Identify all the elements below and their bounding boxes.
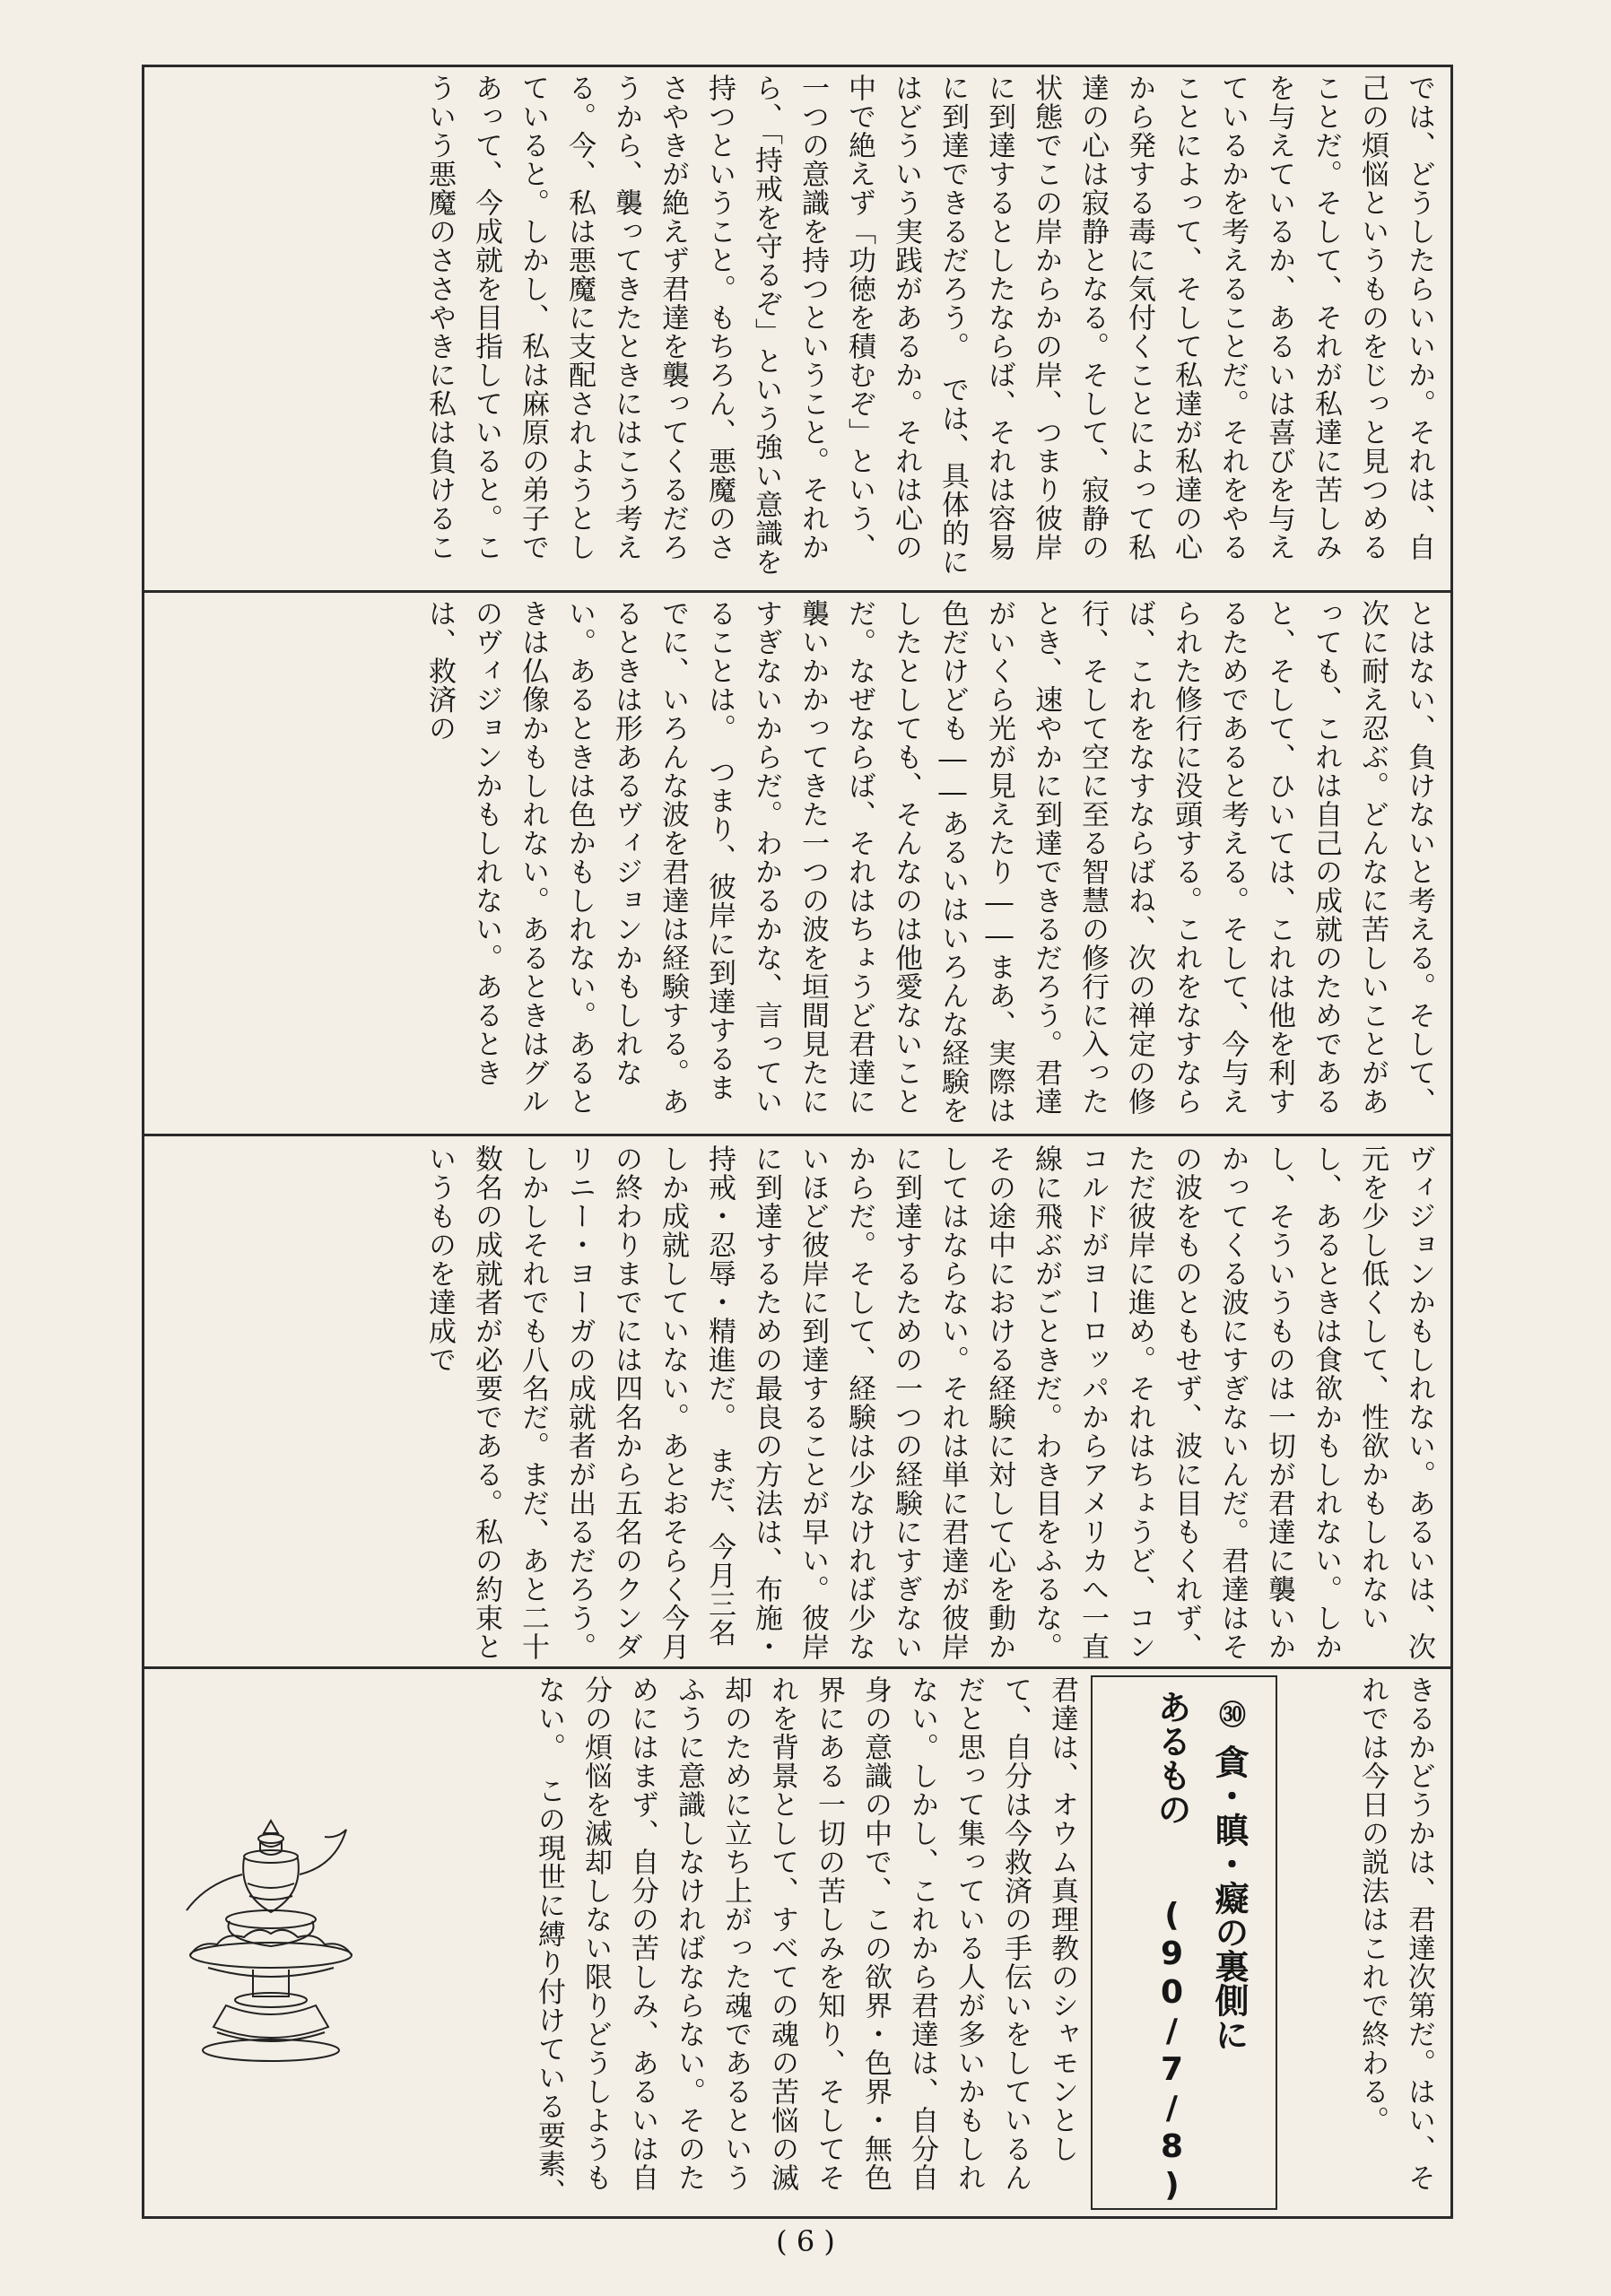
text-block-2 bbox=[152, 599, 1442, 1130]
section-number: ㉚ bbox=[1214, 1700, 1245, 1727]
section-title-line2: あるもの bbox=[1152, 1690, 1191, 1826]
paragraph-2: とはない、負けないと考える。そして、次に耐え忍ぶ。どんなに苦しいことがあっても、これは自己の成就のためであると、そして、ひいては、これは他を利するためであると考える。そして、今与えられた修行に没頭する。これをなすならば、これをなすならばね、次の禅定の修行、そして空に至る智慧の修行に入ったとき、速やかに到達できるだろう。君達がいくら光が見えたり――まあ、実際は色だけども――あるいはいろんな経験をしたとしても、そんなのは他愛ないことだ。なぜならば、それはちょうど君達に襲いかかってきた一つの波を垣間見たにすぎないからだ。わかるかな、言っていることは。 つまり、彼岸に到達するまでに、いろんな波を君達は経験する。あるときは形あるヴィジョンかもしれない。あるときは色かもしれない。あるときは仏像かもしれない。あるときはグルのヴィジョンかもしれない。あるときは、救済の bbox=[423, 599, 1435, 1125]
section-title-box bbox=[1091, 1675, 1277, 2210]
paragraph-3: ヴィジョンかもしれない。あるいは、次元を少し低くして、性欲かもしれないし、あるときは食欲かもしれない。しかし、そういうものは一切が君達に襲いかかってくる波にすぎないんだ。君達はその波をものともせず、波に目もくれず、ただ彼岸に進め。それはちょうど、コンコルドがヨーロッパからアメリカへ一直線に飛ぶがごときだ。わき目をふるな。その途中における経験に対して心を動かしてはならない。それは単に君達が彼岸に到達するための一つの経験にすぎないからだ。そして、経験は少なければ少ないほど彼岸に到達することが早い。彼岸に到達するための最良の方法は、布施・持戒・忍辱・精進だ。 まだ、今月三名しか成就していない。あとおそらく今月の終わりまでには四名から五名のクンダリニー・ヨーガの成就者が出るだろう。しかしそれでも八名だ。まだ、あと二十数名の成就者が必要である。私の約束というものを達成で bbox=[423, 1144, 1435, 1661]
divider-2 bbox=[142, 1134, 1453, 1136]
text-block-4-right bbox=[1283, 1675, 1442, 2210]
section-title-line1: 貪・瞋・癡の裏側に bbox=[1209, 1744, 1249, 2051]
text-block-1 bbox=[152, 74, 1442, 585]
paragraph-4-left: 君達は、オウム真理教のシャモンとして、自分は今救済の手伝いをしているんだと思って集っている人が多いかもしれない。しかし、これから君達は、自分自身の意識の中で、この欲界・色界・無色界にある一切の苦しみを知り、そしてそれを背景として、すべての魂の苦悩の滅却のために立ち上がった魂であるというふうに意識しなければならない。そのためにはまず、自分の苦しみ、あるいは自分の煩悩を滅却しない限りどうしようもない。 この現世に縛り付けている要素、 bbox=[533, 1675, 1078, 2207]
text-block-4-left bbox=[395, 1675, 1085, 2210]
divider-1 bbox=[142, 590, 1453, 593]
title-col-2 bbox=[1145, 1690, 1198, 2205]
page-number: ( 6 ) bbox=[776, 2224, 835, 2258]
divider-3 bbox=[142, 1666, 1453, 1669]
ritual-vase-illustration bbox=[154, 1803, 388, 2072]
paragraph-4-right: きるかどうかは、君達次第だ。はい、それでは今日の説法はこれで終わる。 bbox=[1356, 1675, 1435, 2192]
paragraph-1: では、どうしたらいいか。それは、自己の煩悩というものをじっと見つめることだ。そして、それが私達に苦しみを与えているか、あるいは喜びを与えているかを考えることだ。それをやることによって、そして私達が私達の心から発する毒に気付くことによって私達の心は寂静となる。そして、寂静の状態でこの岸からかの岸、つまり彼岸に到達するとしたならば、それは容易に到達できるだろう。 では、具体的にはどういう実践があるか。それは心の中で絶えず「功徳を積むぞ」という、一つの意識を持つということ。それから、「持戒を守るぞ」という強い意識を持つということ。もちろん、悪魔のささやきが絶えず君達を襲ってくるだろうから、襲ってきたときにはこう考える。今、私は悪魔に支配されようとしていると。しかし、私は麻原の弟子であって、今成就を目指していると。こういう悪魔のささやきに私は負けるこ bbox=[423, 74, 1435, 577]
section-date: (90/7/8) bbox=[1154, 1897, 1190, 2205]
text-block-3 bbox=[152, 1144, 1442, 1661]
